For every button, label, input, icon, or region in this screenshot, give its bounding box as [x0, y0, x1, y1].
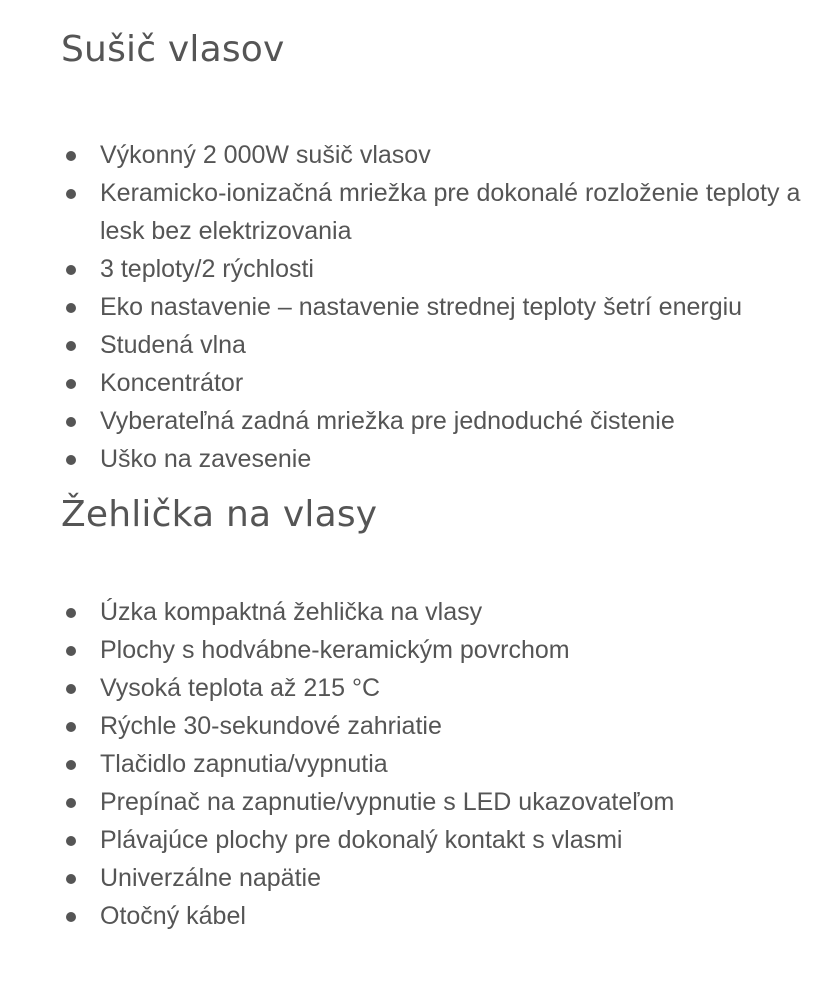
bullet-icon — [66, 874, 76, 884]
list-item-text: Univerzálne napätie — [100, 864, 321, 892]
bullet-icon — [66, 684, 76, 694]
list-item — [61, 136, 801, 174]
list-item — [61, 783, 801, 821]
bullet-icon — [66, 455, 76, 465]
list-item-text: Keramicko-ionizačná mriežka pre dokonalé rozloženie teploty a lesk bez elektrizovania — [100, 179, 801, 245]
list-item-text: Koncentrátor — [100, 369, 244, 397]
list-item-text: Tlačidlo zapnutia/vypnutia — [100, 750, 388, 778]
hair-straightener-feature-list — [61, 593, 801, 935]
list-item-text: 3 teploty/2 rýchlosti — [100, 255, 314, 283]
list-item — [61, 326, 801, 364]
bullet-icon — [66, 912, 76, 922]
list-item-text: Prepínač na zapnutie/vypnutie s LED ukazovateľom — [100, 788, 675, 816]
list-item — [61, 250, 801, 288]
bullet-icon — [66, 341, 76, 351]
list-item — [61, 402, 801, 440]
list-item-text: Vyberateľná zadná mriežka pre jednoduché čistenie — [100, 407, 675, 435]
list-item — [61, 859, 801, 897]
hair-dryer-heading: Sušič vlasov — [61, 29, 285, 70]
bullet-icon — [66, 760, 76, 770]
product-features — [61, 28, 801, 935]
list-item-text: Rýchle 30-sekundové zahriatie — [100, 712, 442, 740]
list-item-text: Vysoká teplota až 215 °C — [100, 674, 381, 702]
list-item-text: Úzka kompaktná žehlička na vlasy — [100, 598, 483, 626]
list-item — [61, 897, 801, 935]
bullet-icon — [66, 798, 76, 808]
bullet-icon — [66, 646, 76, 656]
list-item — [61, 593, 801, 631]
list-item-text: Uško na zavesenie — [100, 445, 312, 473]
list-item — [61, 821, 801, 859]
bullet-icon — [66, 608, 76, 618]
bullet-icon — [66, 722, 76, 732]
list-item — [61, 745, 801, 783]
list-item-text: Studená vlna — [100, 331, 246, 359]
bullet-icon — [66, 151, 76, 161]
bullet-icon — [66, 417, 76, 427]
bullet-icon — [66, 189, 76, 199]
list-item-text: Plávajúce plochy pre dokonalý kontakt s vlasmi — [100, 826, 623, 854]
list-item — [61, 364, 801, 402]
list-item-text: Eko nastavenie – nastavenie strednej teploty šetrí energiu — [100, 293, 743, 321]
list-item — [61, 707, 801, 745]
bullet-icon — [66, 265, 76, 275]
list-item-text: Plochy s hodvábne-keramickým povrchom — [100, 636, 570, 664]
list-item-text: Výkonný 2 000W sušič vlasov — [100, 141, 431, 169]
bullet-icon — [66, 303, 76, 313]
bullet-icon — [66, 379, 76, 389]
hair-straightener-heading: Žehlička na vlasy — [61, 494, 378, 535]
list-item — [61, 288, 801, 326]
list-item — [61, 631, 801, 669]
list-item — [61, 174, 801, 250]
bullet-icon — [66, 836, 76, 846]
list-item — [61, 669, 801, 707]
list-item — [61, 440, 801, 478]
list-item-text: Otočný kábel — [100, 902, 246, 930]
hair-dryer-feature-list — [61, 136, 801, 478]
